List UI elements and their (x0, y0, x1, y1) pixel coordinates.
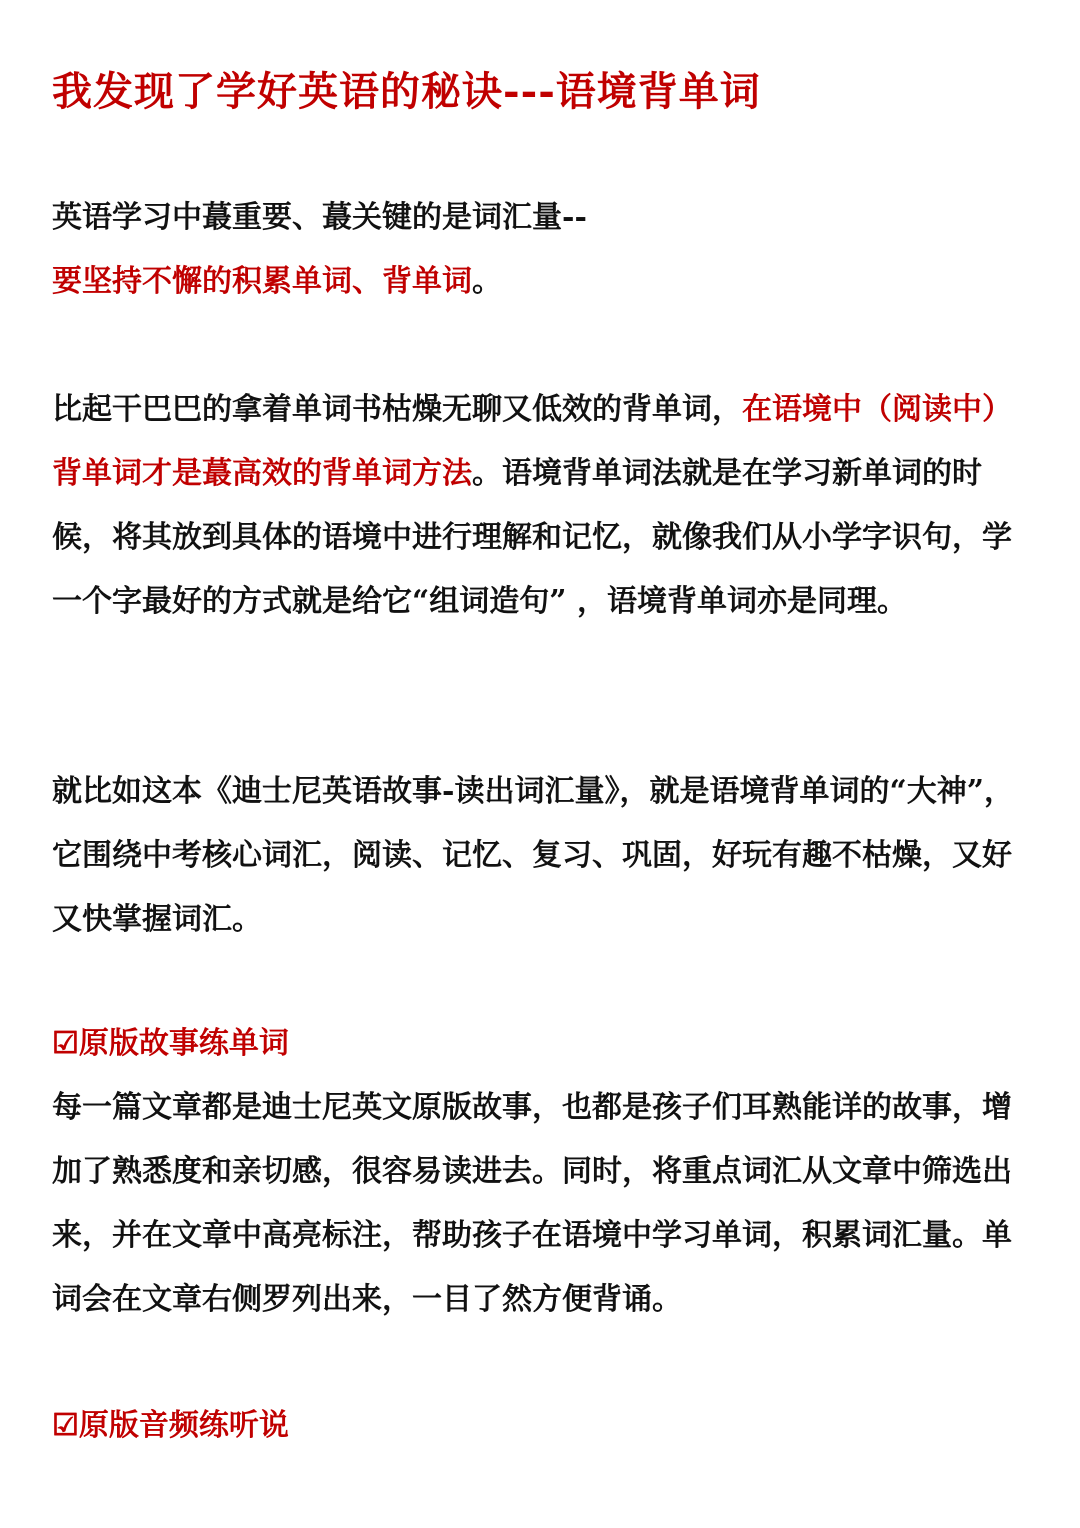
method-text-1: 比起干巴巴的拿着单词书枯燥无聊又低效的背单词， (52, 392, 742, 427)
method-text-2: 。语境背单词法就是在学习新单词的时候，将其放到具体的语境中进行理解和记忆，就像我们从小学字识句，学一个字最好的方式就是给它“组词造句” ，语境背单词亦是同理。 (52, 456, 1012, 619)
section-heading-story (52, 1012, 1032, 1076)
checkbox-icon: ☑ (52, 1408, 79, 1443)
section-heading-audio (52, 1394, 1032, 1458)
checkbox-icon: ☑ (52, 1026, 79, 1061)
intro-line-2-end: 。 (472, 264, 502, 299)
section-heading-audio-text: 原版音频练听说 (78, 1408, 289, 1443)
intro-paragraph (52, 186, 1032, 314)
book-paragraph: 就比如这本《迪士尼英语故事-读出词汇量》，就是语境背单词的“大神”，它围绕中考核心词汇，阅读、记忆、复习、巩固，好玩有趣不枯燥，又好又快掌握词汇。 (52, 774, 1014, 937)
intro-line-1: 英语学习中蕞重要、蕞关键的是词汇量-- (52, 200, 587, 235)
method-highlight: 在语境中（阅读中）背单词才是蕞高效的背单词方法 (52, 392, 1012, 491)
section-body-story: 每一篇文章都是迪士尼英文原版故事，也都是孩子们耳熟能详的故事，增加了熟悉度和亲切感，很容易读进去。同时，将重点词汇从文章中筛选出来，并在文章中高亮标注，帮助孩子在语境中学习单词，积累词汇量。单词会在文章右侧罗列出来，一目了然方便背诵。 (52, 1090, 1012, 1317)
section-heading-story-text: 原版故事练单词 (78, 1026, 289, 1061)
page-title: 我发现了学好英语的秘诀---语境背单词 (52, 68, 761, 115)
method-paragraph (52, 378, 1032, 634)
intro-line-2-highlight: 要坚持不懈的积累单词、背单词 (52, 264, 472, 299)
